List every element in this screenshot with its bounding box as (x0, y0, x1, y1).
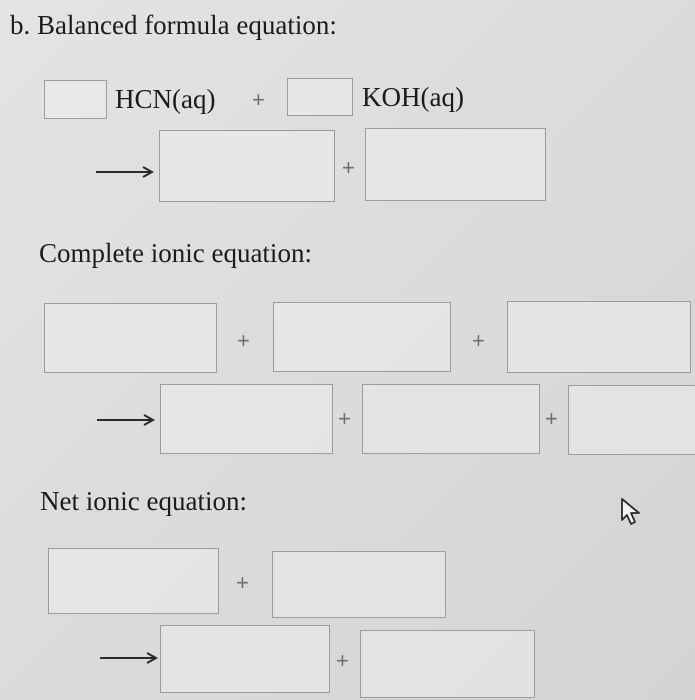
net-ionic-product2-input[interactable] (360, 630, 535, 698)
plus-sign: + (342, 155, 355, 180)
plus-sign: + (545, 406, 558, 431)
right-arrow-icon (97, 413, 157, 427)
net-ionic-reactant1-input[interactable] (48, 548, 219, 614)
hcn-formula: HCN(aq) (115, 84, 216, 114)
plus-sign: + (338, 406, 351, 431)
plus-sign: + (236, 570, 249, 595)
koh-coefficient-input[interactable] (287, 78, 353, 116)
net-ionic-product1-input[interactable] (160, 625, 330, 693)
complete-ionic-reactant2-input[interactable] (273, 302, 451, 372)
right-arrow-icon (100, 651, 160, 665)
complete-ionic-product2-input[interactable] (362, 384, 540, 454)
hcn-coefficient-input[interactable] (44, 80, 107, 119)
net-ionic-reactant2-input[interactable] (272, 551, 446, 618)
complete-ionic-heading: Complete ionic equation: (39, 238, 312, 268)
plus-sign: + (472, 328, 485, 353)
mouse-pointer-icon (618, 496, 646, 526)
complete-ionic-reactant3-input[interactable] (507, 301, 691, 373)
balanced-product2-input[interactable] (365, 128, 546, 201)
plus-sign: + (252, 87, 265, 112)
complete-ionic-product3-input[interactable] (568, 385, 695, 455)
complete-ionic-reactant1-input[interactable] (44, 303, 217, 373)
net-ionic-heading: Net ionic equation: (40, 486, 247, 516)
balanced-equation-heading: b. Balanced formula equation: (10, 10, 337, 40)
plus-sign: + (336, 648, 349, 673)
complete-ionic-product1-input[interactable] (160, 384, 333, 454)
balanced-product1-input[interactable] (159, 130, 335, 202)
right-arrow-icon (96, 165, 156, 179)
plus-sign: + (237, 328, 250, 353)
koh-formula: KOH(aq) (362, 82, 464, 112)
